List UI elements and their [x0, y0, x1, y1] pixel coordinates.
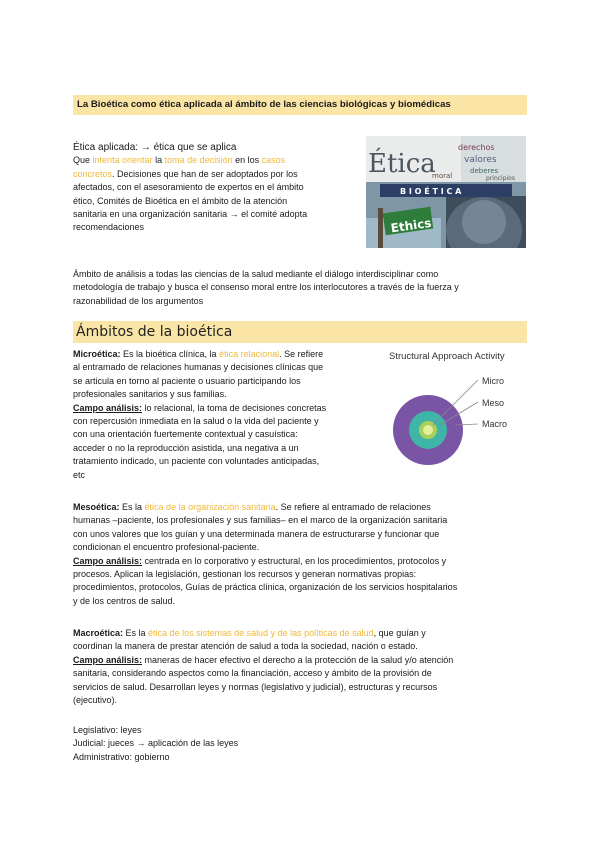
concentric-circles-diagram	[385, 347, 530, 467]
svg-text:derechos: derechos	[458, 143, 495, 152]
ambito-paragraph: Ámbito de análisis a todas las ciencias de la salud mediante el diálogo interdisciplinar como metodología de trabajo y busca el consenso moral entre los interlocutores a través de la fuerza y razonabilidad de los argumentos	[73, 269, 459, 306]
microetica-block: Microética: Es la bioética clínica, la ética relacional. Se refiere al entramado de relaciones humanas y decisiones clínicas que se articula en torno al paciente o usuario participando los profesionales sanitarios y sus familias. Campo análisis: lo relacional, la toma de decisiones concretas con repercusión inmediata en la salud o la vida del paciente y con una orientación fuertemente contextual y casuística: acceder o no la reproducción asistida, una negativa a un tratamiento indicado, un paciente con voluntades anticipadas, etc	[73, 349, 327, 480]
collage-bioetica-band: B I O É T I C A	[400, 187, 462, 196]
structural-approach-diagram	[385, 347, 530, 467]
center-circle	[423, 425, 433, 435]
svg-text:valores: valores	[464, 155, 497, 165]
section-title: Ámbitos de la bioética	[73, 321, 527, 343]
powers-list: Legislativo: leyes Judicial: jueces → aplicación de las leyes Administrativo: gobierno	[73, 725, 239, 762]
document-title: La Bioética como ética aplicada al ámbito de las ciencias biológicas y biomédicas	[73, 95, 527, 115]
diagram-label-meso: Meso	[482, 398, 505, 408]
etica-line-5: ético, Comités de Bioética en el ámbito de la atención	[73, 195, 288, 206]
svg-text:moral: moral	[432, 172, 453, 180]
collage-graphic	[366, 136, 526, 248]
diagram-title: Structural Approach Activity	[389, 351, 505, 362]
mesoetica-block: Mesoética: Es la ética de la organización sanitaria. Se refiere al entramado de relaciones humanas –paciente, los profesionales y sus familias– en el marco de la organización sanitaria con unos valores que los guían y una determinada manera de estructurarse y funcionar que condicionan el encuentro profesional-paciente. Campo análisis: centrada en lo corporativo y estructural, en los procedimientos, protocolos y procesos. Aplican la legislación, gestionan los recursos y generan normativas propias: procedimientos, protocolos, Guías de práctica clínica, organización de los servicios hospitalarios y de los centros de salud.	[73, 502, 458, 606]
etica-line-7: recomendaciones	[73, 222, 145, 233]
collage-ethics-sign: Ethics	[389, 215, 433, 236]
etica-line-6: sanitaria en una organización sanitaria → el comité adopta	[73, 209, 308, 220]
diagram-label-macro: Macro	[482, 419, 508, 429]
svg-text:deberes: deberes	[470, 167, 499, 175]
diagram-label-micro: Micro	[482, 376, 504, 386]
collage-etica-word: Ética	[368, 149, 436, 179]
etica-line-3: concretos. Decisiones que han de ser adoptados por los	[73, 168, 298, 179]
etica-line-2: Que intenta orientar la toma de decisión en los casos	[73, 155, 286, 166]
svg-text:principios: principios	[486, 175, 515, 182]
macroetica-block: Macroética: Es la ética de los sistemas de salud y de las políticas de salud, que guían y coordinan la manera de prestar atención de salud a toda la sociedad, nación o estado. Campo análisis: maneras de hacer efectivo el derecho a la protección de la salud y/o atención sanitaria, considerando aspectos como la financiación, acceso y ámbito de la provisión de servicios de salud. Desarrollan leyes y normas (legislativo y judicial), estructuras y recursos (ejecutivo).	[73, 628, 454, 706]
ethics-collage-image	[366, 136, 526, 248]
etica-line-1: Ética aplicada: → ética que se aplica	[73, 142, 237, 153]
etica-aplicada-block	[73, 141, 363, 235]
etica-line-4: afectados, con el asesoramiento de expertos en el ámbito	[73, 182, 304, 193]
